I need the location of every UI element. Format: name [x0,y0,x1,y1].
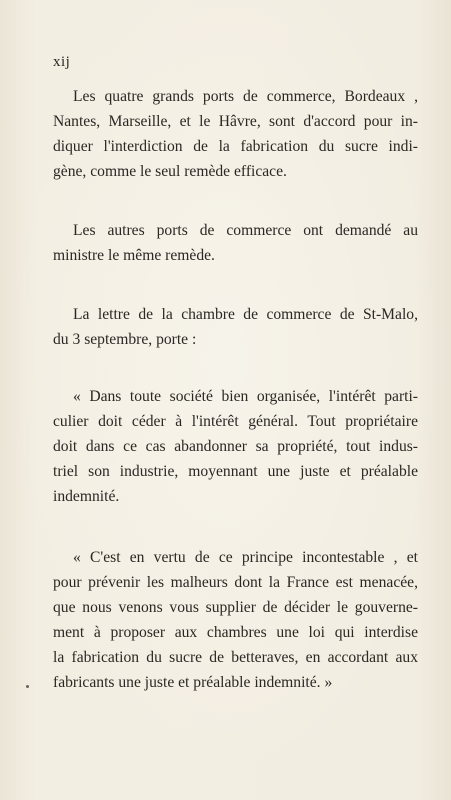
text-line: La lettre de la chambre de commerce de St-Malo, [73,306,418,323]
text-line: indemnité. [53,488,120,505]
page-number: xij [53,54,71,70]
text-line: Les autres ports de commerce ont demandé au [73,222,418,239]
text-line: « Dans toute société bien organisée, l'intérêt parti- [73,388,418,405]
text-line: « C'est en vertu de ce principe incontestable , et [73,549,418,566]
text-line: fabricants une juste et préalable indemnité. » [53,674,333,691]
text-line: ministre le même remède. [53,247,215,264]
margin-mark [26,685,29,688]
text-line: gène, comme le seul remède efficace. [53,163,287,180]
text-line: pour prévenir les malheurs dont la France est menacée, [53,574,418,591]
text-line: Nantes, Marseille, et le Hâvre, sont d'accord pour in- [53,113,418,130]
text-line: culier doit céder à l'intérêt général. Tout propriétaire [53,413,418,430]
text-line: ment à proposer aux chambres une loi qui interdise [53,624,418,641]
text-line: doit dans ce cas abandonner sa propriété, tout indus- [53,438,418,455]
text-line: du 3 septembre, porte : [53,331,197,348]
text-line: que nous venons vous supplier de décider le gouverne- [53,599,418,616]
text-line: Les quatre grands ports de commerce, Bordeaux , [73,88,418,105]
text-line: diquer l'interdiction de la fabrication du sucre indi- [53,138,418,155]
text-line: la fabrication du sucre de betteraves, en accordant aux [53,649,418,666]
text-line: triel son industrie, moyennant une juste et préalable [53,463,418,480]
